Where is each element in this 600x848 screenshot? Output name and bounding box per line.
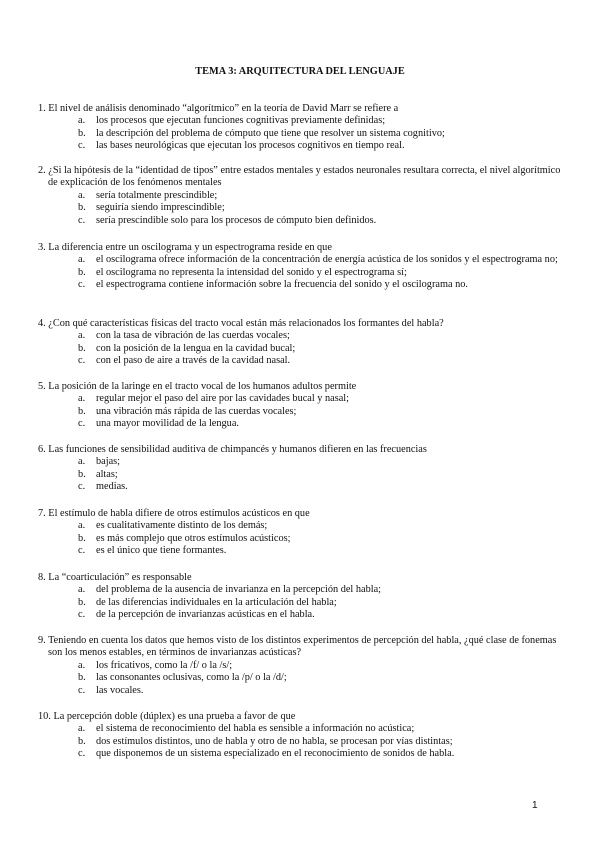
option-text: que disponemos de un sistema especializado en el reconocimiento de sonidos de habla. (96, 748, 455, 760)
question-stem: 5. La posición de la laringe en el tracto vocal de los humanos adultos permite (38, 381, 357, 392)
option-b (38, 469, 568, 481)
option-b (38, 597, 568, 609)
option-b (38, 128, 568, 140)
option-marker: a. (78, 254, 86, 266)
option-marker: b. (78, 405, 86, 417)
option-text: las vocales. (96, 684, 144, 696)
question-stem: 7. El estímulo de habla difiere de otros estímulos acústicos en que (38, 508, 310, 519)
option-text: los procesos que ejecutan funciones cognitivas previamente definidas; (96, 115, 386, 127)
option-marker: b. (78, 202, 86, 214)
option-c (38, 748, 568, 760)
option-text: el espectrograma contiene información sobre la frecuencia del sonido y el oscilograma no. (96, 279, 468, 291)
option-marker: b. (78, 596, 86, 608)
option-a (38, 190, 568, 202)
option-text: es más complejo que otros estímulos acústicos; (96, 532, 291, 544)
option-marker: c. (78, 418, 86, 430)
question-stem: 4. ¿Con qué características físicas del tracto vocal están más relacionados los formantes del habla? (38, 318, 444, 329)
question-stem: 2. ¿Si la hipótesis de la “identidad de tipos” entre estados mentales y estados neuronales resultara correcta, el nivel algorítmico de explicación de los fenómenos mentales (38, 165, 561, 189)
option-marker: b. (78, 127, 86, 139)
option-marker: c. (78, 140, 86, 152)
page-title: TEMA 3: ARQUITECTURA DEL LENGUAJE (195, 66, 405, 77)
option-marker: c. (78, 214, 86, 226)
option-a (38, 456, 568, 468)
option-list (38, 456, 568, 493)
question-stem: 6. Las funciones de sensibilidad auditiva de chimpancés y humanos difieren en las frecuencias (38, 444, 427, 455)
option-marker: b. (78, 672, 86, 684)
option-b (38, 672, 568, 684)
option-text: del problema de la ausencia de invarianza en la percepción del habla; (96, 584, 382, 596)
option-text: con la tasa de vibración de las cuerdas vocales; (96, 330, 290, 342)
option-c (38, 355, 568, 367)
option-text: es cualitativamente distinto de los demás; (96, 520, 268, 532)
option-text: el sistema de reconocimiento del habla es sensible a información no acústica; (96, 723, 415, 735)
question-8 (38, 572, 568, 622)
question-3 (38, 242, 568, 292)
option-marker: b. (78, 266, 86, 278)
question-1 (38, 103, 568, 153)
option-marker: a. (78, 393, 86, 405)
option-text: medias. (96, 481, 128, 493)
option-marker: b. (78, 342, 86, 354)
option-b (38, 202, 568, 214)
option-text: es el único que tiene formantes. (96, 545, 227, 557)
option-text: sería prescindible solo para los procesos de cómputo bien definidos. (96, 214, 377, 226)
option-text: bajas; (96, 456, 121, 468)
question-stem: 3. La diferencia entre un oscilograma y un espectrograma reside en que (38, 242, 332, 253)
option-c (38, 140, 568, 152)
option-text: regular mejor el paso del aire por las cavidades bucal y nasal; (96, 393, 350, 405)
option-marker: b. (78, 735, 86, 747)
question-stem: 8. La “coarticulación” es responsable (38, 572, 192, 583)
question-2 (38, 165, 568, 227)
question-6 (38, 444, 568, 494)
option-list (38, 584, 568, 621)
option-marker: a. (78, 584, 86, 596)
option-marker: a. (78, 520, 86, 532)
option-list (38, 393, 568, 430)
option-marker: a. (78, 330, 86, 342)
option-list (38, 723, 568, 760)
option-b (38, 343, 568, 355)
option-marker: c. (78, 481, 86, 493)
option-a (38, 660, 568, 672)
option-text: una vibración más rápida de las cuerdas vocales; (96, 405, 297, 417)
question-4 (38, 318, 568, 368)
option-text: la descripción del problema de cómputo que tiene que resolver un sistema cognitivo; (96, 127, 445, 139)
option-text: el oscilograma no representa la intensidad del sonido y el espectrograma sí; (96, 266, 407, 278)
option-c (38, 545, 568, 557)
option-b (38, 533, 568, 545)
option-text: con el paso de aire a través de la cavidad nasal. (96, 355, 291, 367)
question-stem: 9. Teniendo en cuenta los datos que hemos visto de los distintos experimentos de percepción del habla, ¿qué clase de fonemas son los menos estables, en términos de invarianzas acústicas? (38, 635, 557, 659)
option-b (38, 267, 568, 279)
option-text: altas; (96, 468, 118, 480)
option-c (38, 481, 568, 493)
option-a (38, 115, 568, 127)
option-b (38, 736, 568, 748)
option-a (38, 330, 568, 342)
option-text: seguiría siendo imprescindible; (96, 202, 225, 214)
option-list (38, 254, 568, 291)
option-text: de la percepción de invarianzas acústicas en el habla. (96, 609, 315, 621)
option-text: de las diferencias individuales en la articulación del habla; (96, 596, 337, 608)
option-text: dos estímulos distintos, uno de habla y otro de no habla, se procesan por vías distintas; (96, 735, 453, 747)
option-marker: c. (78, 279, 86, 291)
option-text: sería totalmente prescindible; (96, 189, 218, 201)
option-marker: a. (78, 456, 86, 468)
option-a (38, 584, 568, 596)
option-list (38, 520, 568, 557)
option-list (38, 660, 568, 697)
option-b (38, 406, 568, 418)
option-marker: c. (78, 609, 86, 621)
question-stem: 10. La percepción doble (dúplex) es una prueba a favor de que (38, 711, 296, 722)
option-marker: b. (78, 468, 86, 480)
option-marker: a. (78, 723, 86, 735)
option-a (38, 254, 568, 266)
option-c (38, 215, 568, 227)
question-stem: 1. El nivel de análisis denominado “algorítmico” en la teoría de David Marr se refiere a (38, 103, 399, 114)
question-10 (38, 711, 568, 761)
option-marker: c. (78, 684, 86, 696)
option-a (38, 723, 568, 735)
option-marker: a. (78, 189, 86, 201)
question-9 (38, 635, 568, 697)
option-text: las bases neurológicas que ejecutan los procesos cognitivos en tiempo real. (96, 140, 405, 152)
option-c (38, 279, 568, 291)
option-text: el oscilograma ofrece información de la concentración de energía acústica de los sonidos y el espectrograma no; (96, 254, 558, 266)
question-7 (38, 508, 568, 558)
option-a (38, 520, 568, 532)
option-marker: c. (78, 545, 86, 557)
option-text: los fricativos, como la /f/ o la /s/; (96, 659, 233, 671)
option-marker: c. (78, 748, 86, 760)
option-c (38, 418, 568, 430)
option-c (38, 685, 568, 697)
option-marker: b. (78, 532, 86, 544)
page-number: 1 (532, 800, 538, 811)
option-list (38, 115, 568, 152)
option-text: las consonantes oclusivas, como la /p/ o la /d/; (96, 672, 287, 684)
option-a (38, 393, 568, 405)
option-marker: a. (78, 115, 86, 127)
question-5 (38, 381, 568, 431)
option-list (38, 330, 568, 367)
option-marker: a. (78, 659, 86, 671)
option-text: con la posición de la lengua en la cavidad bucal; (96, 342, 296, 354)
option-marker: c. (78, 355, 86, 367)
option-list (38, 190, 568, 227)
option-text: una mayor movilidad de la lengua. (96, 418, 239, 430)
option-c (38, 609, 568, 621)
